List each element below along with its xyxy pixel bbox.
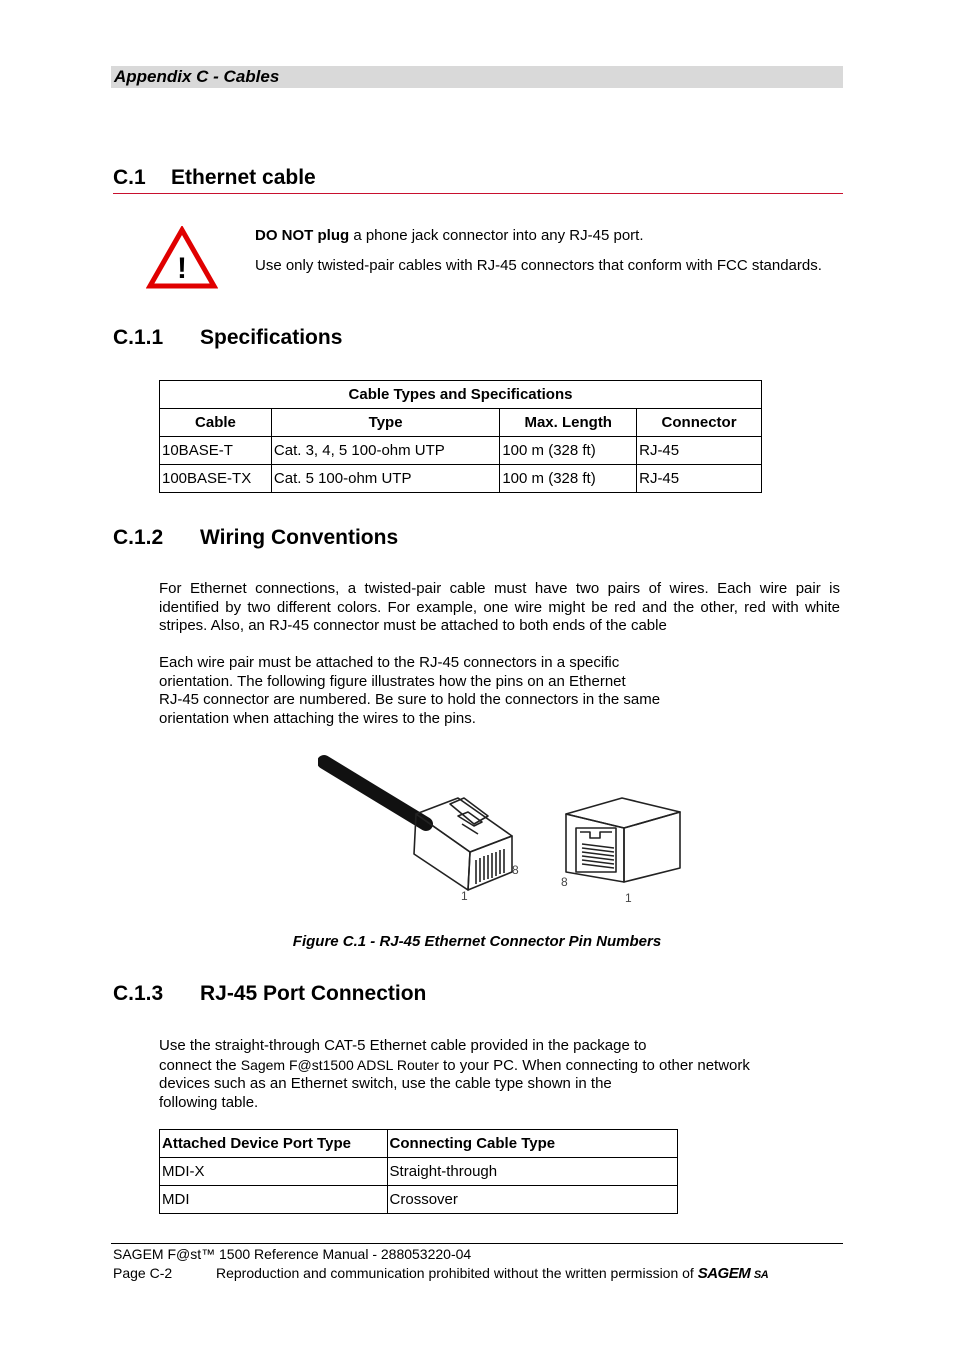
port-line: following table.: [159, 1093, 259, 1111]
footer-page-number: Page C-2: [113, 1265, 173, 1281]
spec-header-cable: Cable: [160, 409, 272, 437]
section-number: C.1.3: [113, 982, 164, 1005]
plug-pin-8-label: 8: [512, 863, 519, 877]
port-table: [159, 1129, 678, 1214]
table-cell: RJ-45: [637, 437, 762, 465]
warning-rest: a phone jack connector into any RJ-45 port.: [349, 227, 644, 244]
table-cell: MDI: [160, 1186, 388, 1214]
table-row: [160, 1158, 678, 1186]
port-line: Use the straight-through CAT-5 Ethernet cable provided in the package to: [159, 1037, 647, 1054]
table-cell: Cat. 5 100-ohm UTP: [271, 465, 499, 493]
section-title: Ethernet cable: [171, 166, 316, 189]
section-heading-c11: [113, 324, 342, 352]
wiring-line: orientation when attaching the wires to the pins.: [159, 709, 476, 727]
wiring-paragraph-2: [159, 654, 759, 728]
spec-header-connector: Connector: [637, 409, 762, 437]
port-header-cable: Connecting Cable Type: [387, 1130, 677, 1158]
section-title: Specifications: [200, 326, 343, 349]
sagem-logo-sa: SA: [753, 1269, 769, 1281]
jack-pin-1-label: 1: [625, 891, 632, 905]
warning-text: [255, 227, 840, 275]
port-table-header-row: [160, 1130, 678, 1158]
section-number: C.1.2: [113, 526, 164, 549]
table-cell: 100 m (328 ft): [500, 465, 637, 493]
section-title: Wiring Conventions: [200, 526, 399, 549]
jack-pin-8-label: 8: [561, 875, 568, 889]
section-number: C.1.1: [113, 326, 164, 349]
table-cell: Crossover: [387, 1186, 677, 1214]
table-row: [160, 437, 762, 465]
plug-pin-1-label: 1: [461, 889, 468, 903]
port-line: devices such as an Ethernet switch, use the cable type shown in the: [159, 1075, 612, 1092]
section-heading-c13: [113, 980, 426, 1008]
wiring-paragraph-1: For Ethernet connections, a twisted-pair cable must have two pairs of wires. Each wire pair is identified by two different colors. For example, one wire might be red and the other, red with white stripes. Also, an RJ-45 connector must be attached to both ends of the cable: [159, 580, 840, 634]
svg-text:!: !: [177, 252, 187, 285]
section-title: RJ-45 Port Connection: [200, 982, 427, 1005]
spec-header-length: Max. Length: [500, 409, 637, 437]
warning-icon: [146, 226, 218, 290]
port-line-end: to your PC. When connecting to other network: [438, 1056, 750, 1074]
footer-divider: [111, 1243, 843, 1244]
table-cell: 100 m (328 ft): [500, 437, 637, 465]
appendix-title: Appendix C - Cables: [114, 67, 280, 86]
figure-caption: Figure C.1 - RJ-45 Ethernet Connector Pin Numbers: [292, 933, 662, 950]
spec-table-header-row: [160, 409, 762, 437]
wiring-line: orientation. The following figure illustrates how the pins on an Ethernet: [159, 672, 626, 690]
section-number: C.1: [113, 166, 146, 189]
port-line-start: connect the: [159, 1056, 241, 1074]
section-heading-c1: [113, 164, 843, 194]
spec-header-type: Type: [271, 409, 499, 437]
table-cell: 10BASE-T: [160, 437, 272, 465]
table-cell: RJ-45: [637, 465, 762, 493]
spec-table-caption: Cable Types and Specifications: [160, 381, 762, 409]
table-row: [160, 465, 762, 493]
warning-bold: DO NOT plug: [255, 227, 350, 244]
footer-notice: [216, 1264, 768, 1284]
appendix-header: [111, 66, 843, 88]
table-cell: MDI-X: [160, 1158, 388, 1186]
spec-table: [159, 380, 762, 493]
table-cell: Cat. 3, 4, 5 100-ohm UTP: [271, 437, 499, 465]
rj45-figure: [318, 752, 698, 908]
sagem-logo: [698, 1265, 768, 1282]
port-header-device: Attached Device Port Type: [160, 1130, 388, 1158]
wiring-line: RJ-45 connector are numbered. Be sure to hold the connectors in the same: [159, 691, 661, 708]
table-cell: 100BASE-TX: [160, 465, 272, 493]
footer-manual: SAGEM F@st™ 1500 Reference Manual - 288053220-04: [113, 1246, 472, 1262]
sagem-logo-main: SAGEM: [697, 1265, 751, 1282]
table-cell: Straight-through: [387, 1158, 677, 1186]
table-row: [160, 1186, 678, 1214]
wiring-line: Each wire pair must be attached to the RJ-45 connectors in a specific: [159, 654, 620, 671]
port-paragraph: [159, 1037, 840, 1112]
rj45-connector-illustration: [318, 752, 698, 908]
product-name: Sagem F@st1500 ADSL Router: [240, 1056, 439, 1073]
footer-notice-text: Reproduction and communication prohibited without the written permission of: [216, 1265, 698, 1281]
section-heading-c12: [113, 524, 398, 552]
warning-line2: Use only twisted-pair cables with RJ-45 connectors that conform with FCC standards.: [255, 256, 822, 274]
